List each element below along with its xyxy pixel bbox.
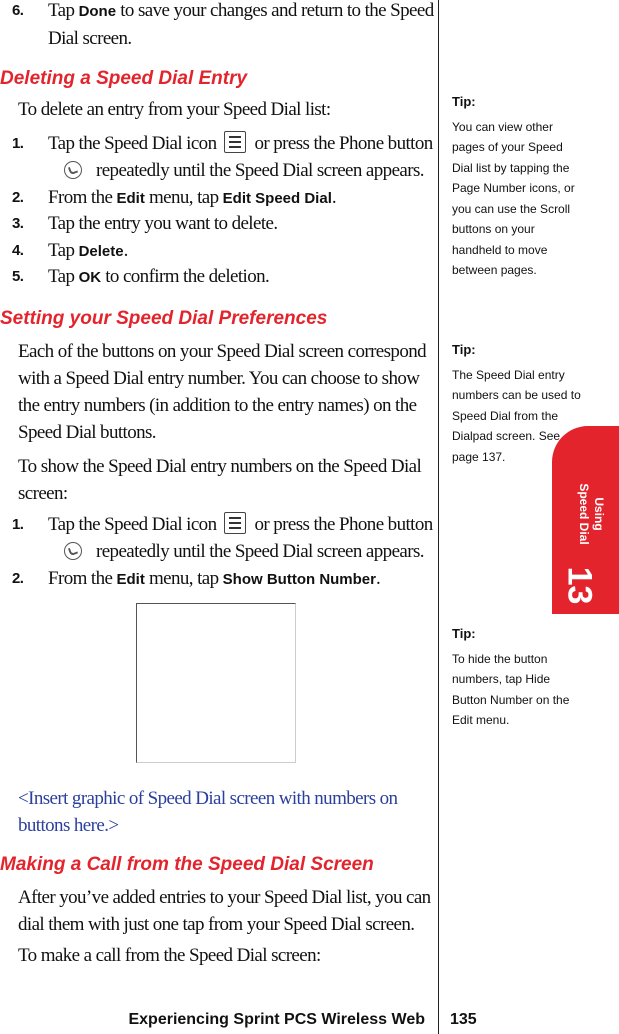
chapter-tab: [552, 426, 619, 614]
tip-title: Tip:: [452, 626, 476, 641]
step-number: 3.: [12, 215, 24, 232]
step-text: menu, tap: [144, 568, 223, 589]
footer-title: Experiencing Sprint PCS Wireless Web: [128, 1011, 425, 1028]
step-number: 2.: [12, 570, 24, 587]
call-para-1: After you’ve added entries to your Speed Dial list, you can dial them with just one tap from your Speed Dial screen.: [18, 887, 431, 935]
prefs-para-1: Each of the buttons on your Speed Dial screen correspond with a Speed Dial entry number. You can choose to show the entry numbers (in addition to the entry names) on the Speed Dial buttons.: [18, 341, 427, 443]
step-number: 2.: [12, 189, 24, 206]
prefs-para-2: To show the Speed Dial entry numbers on the Speed Dial screen:: [18, 456, 422, 504]
step-number: 1.: [12, 516, 24, 533]
step-text: repeatedly until the Speed Dial screen appears.: [96, 160, 424, 181]
speed-dial-icon: [224, 131, 246, 153]
edit-speed-dial-label: Edit Speed Dial: [222, 190, 332, 207]
page-number: 135: [450, 1011, 477, 1028]
heading-preferences: Setting your Speed Dial Preferences: [0, 308, 328, 329]
phone-button-icon: [64, 161, 82, 179]
call-para-2: To make a call from the Speed Dial screen:: [18, 945, 321, 966]
tip-title: Tip:: [452, 342, 476, 357]
step-text: From the: [48, 187, 117, 208]
heading-deleting: Deleting a Speed Dial Entry: [0, 68, 248, 89]
tip-text: You can view other pages of your Speed Dial list by tapping the Page Number icons, or you can use the Scroll buttons on your handheld to move between pages.: [452, 119, 575, 277]
step-text: .: [123, 240, 128, 261]
heading-making-call: Making a Call from the Speed Dial Screen: [0, 854, 374, 875]
step-number: 5.: [12, 268, 24, 285]
step-text: Tap: [48, 0, 79, 21]
step-text: to save your changes and return to the Speed Dial screen.: [48, 0, 434, 49]
edit-menu-label: Edit: [116, 571, 145, 588]
step-text: Tap: [48, 266, 79, 287]
delete-intro: To delete an entry from your Speed Dial list:: [18, 99, 331, 120]
step-text: Tap the Speed Dial icon: [48, 514, 217, 535]
chapter-number: 13: [560, 566, 599, 605]
tip-text: The Speed Dial entry numbers can be used to Speed Dial from the Dialpad screen. See page 137.: [452, 367, 581, 464]
done-label: Done: [78, 3, 117, 20]
step-text: menu, tap: [144, 187, 223, 208]
step-text: Tap the Speed Dial icon: [48, 133, 217, 154]
tip-text: To hide the button numbers, tap Hide Button Number on the Edit menu.: [452, 651, 570, 727]
ok-label: OK: [78, 269, 102, 286]
placeholder-caption: <Insert graphic of Speed Dial screen with numbers on buttons here.>: [18, 788, 398, 836]
step-text: or press the Phone button: [254, 133, 433, 154]
step-text: to confirm the deletion.: [101, 266, 270, 287]
chapter-label-line-1: Using: [592, 497, 606, 531]
column-divider: [438, 0, 439, 1034]
step-text: .: [331, 187, 337, 208]
delete-label: Delete: [78, 243, 124, 260]
tip-page-navigation: [452, 92, 584, 281]
tip-hide-numbers: [452, 624, 584, 731]
speed-dial-icon: [224, 512, 246, 534]
step-text: repeatedly until the Speed Dial screen appears.: [96, 541, 424, 562]
step-text: .: [376, 568, 381, 589]
step-text: Tap the entry you want to delete.: [48, 213, 278, 234]
tip-title: Tip:: [452, 94, 476, 109]
step-text: or press the Phone button: [254, 514, 433, 535]
step-text: Tap: [48, 240, 79, 261]
step-number: 1.: [12, 135, 24, 152]
step-number: 4.: [12, 242, 24, 259]
phone-button-icon: [64, 542, 82, 560]
image-placeholder-frame: [136, 603, 296, 763]
step-text: From the: [48, 568, 117, 589]
edit-menu-label: Edit: [116, 190, 145, 207]
step-number: 6.: [12, 2, 24, 19]
chapter-tab-label: [566, 464, 606, 564]
show-button-number-label: Show Button Number: [222, 571, 376, 588]
chapter-label-line-2: Speed Dial: [577, 483, 591, 545]
